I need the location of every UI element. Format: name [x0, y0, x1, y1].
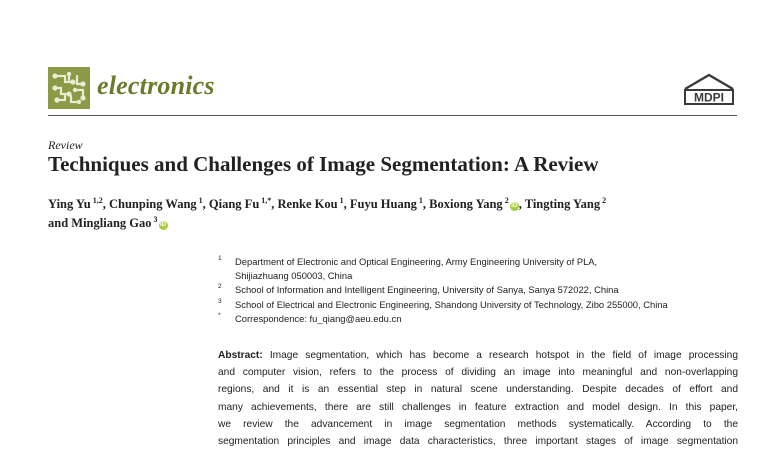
affiliations — [218, 255, 738, 326]
affiliation-number: 2 — [218, 283, 222, 291]
author-affiliation-marker: 1 — [337, 195, 344, 205]
header-divider — [48, 115, 737, 116]
affiliation-number: 3 — [218, 297, 222, 305]
author-name[interactable]: Boxiong Yang — [429, 197, 503, 211]
author-separator: , — [202, 197, 209, 211]
abstract-label: Abstract: — [218, 350, 263, 361]
affiliation-text[interactable]: Correspondence: fu_qiang@aeu.edu.cn — [235, 312, 402, 324]
author-affiliation-marker: 2 — [502, 195, 509, 205]
abstract-line: regions, and it is an essential step in natural scene understanding. Despite decades of effort and — [218, 384, 738, 396]
orcid-icon[interactable]: iD — [511, 203, 518, 209]
author-line-1 — [48, 195, 738, 214]
author-name[interactable]: Ying Yu — [48, 197, 91, 211]
abstract — [218, 347, 738, 450]
journal-name: electronics — [97, 71, 215, 100]
affiliation-row — [218, 312, 738, 326]
author-affiliation-marker: 1 — [416, 195, 423, 205]
abstract-line: we review the advancement in image segmentation methods systematically. According to the — [218, 418, 738, 430]
author-name[interactable]: Chunping Wang — [108, 197, 197, 211]
abstract-line: many achievements, there are still challenges in feature extraction and model design. In this paper, — [218, 401, 738, 413]
author-affiliation-marker: 1,2 — [90, 195, 103, 205]
mdpi-logo-icon — [681, 73, 737, 107]
author-name[interactable]: Tingting Yang — [524, 197, 601, 211]
article-title: Techniques and Challenges of Image Segmentation: A Review — [48, 152, 599, 176]
author-name[interactable]: Qiang Fu — [208, 197, 260, 211]
author-separator: , — [422, 197, 430, 211]
author-line-2 — [48, 214, 738, 233]
affiliation-text: School of Electrical and Electronic Engineering, Shandong University of Technology, Zibo 255000, China — [235, 298, 668, 310]
author-separator: , — [343, 197, 350, 211]
abstract-text: Image segmentation, which has become a research hotspot in the field of image processing — [269, 350, 738, 361]
author-list — [48, 195, 738, 233]
author-name[interactable]: Fuyu Huang — [349, 197, 417, 211]
abstract-line — [218, 347, 738, 364]
circuit-logo-icon — [48, 67, 90, 109]
mdpi-logo — [681, 73, 737, 107]
author-affiliation-marker: 2 — [600, 195, 607, 205]
affiliation-row — [218, 298, 738, 312]
author-affiliation-marker: 1 — [196, 195, 203, 205]
article-type: Review — [48, 138, 83, 152]
affiliation-text: School of Information and Intelligent Engineering, University of Sanya, Sanya 572022, China — [235, 284, 619, 296]
affiliation-text: Shijiazhuang 050003, China — [235, 270, 353, 282]
mdpi-logo-text: MDPI — [694, 90, 724, 105]
author-separator: , — [102, 197, 109, 211]
affiliation-row — [218, 269, 738, 283]
journal-logo — [48, 67, 90, 109]
affiliation-number: * — [218, 311, 221, 319]
affiliation-number: 1 — [218, 255, 222, 262]
author-affiliation-marker: 1,* — [259, 195, 272, 205]
author-separator: , — [271, 197, 278, 211]
abstract-line: segmentation principles and image data characteristics, three important stages of image segmentation — [218, 436, 738, 448]
orcid-icon[interactable]: iD — [160, 222, 166, 228]
affiliation-row — [218, 283, 738, 297]
author-name[interactable]: and Mingliang Gao — [48, 216, 152, 230]
author-separator: , — [518, 197, 525, 211]
affiliation-row — [218, 255, 738, 269]
affiliation-text: Department of Electronic and Optical Engineering, Army Engineering University of PLA, — [235, 256, 598, 267]
author-affiliation-marker: 3 — [151, 214, 158, 224]
abstract-line: and computer vision, refers to the process of dividing an image into meaningful and non-overlapping — [218, 367, 738, 379]
author-name[interactable]: Renke Kou — [277, 197, 338, 211]
